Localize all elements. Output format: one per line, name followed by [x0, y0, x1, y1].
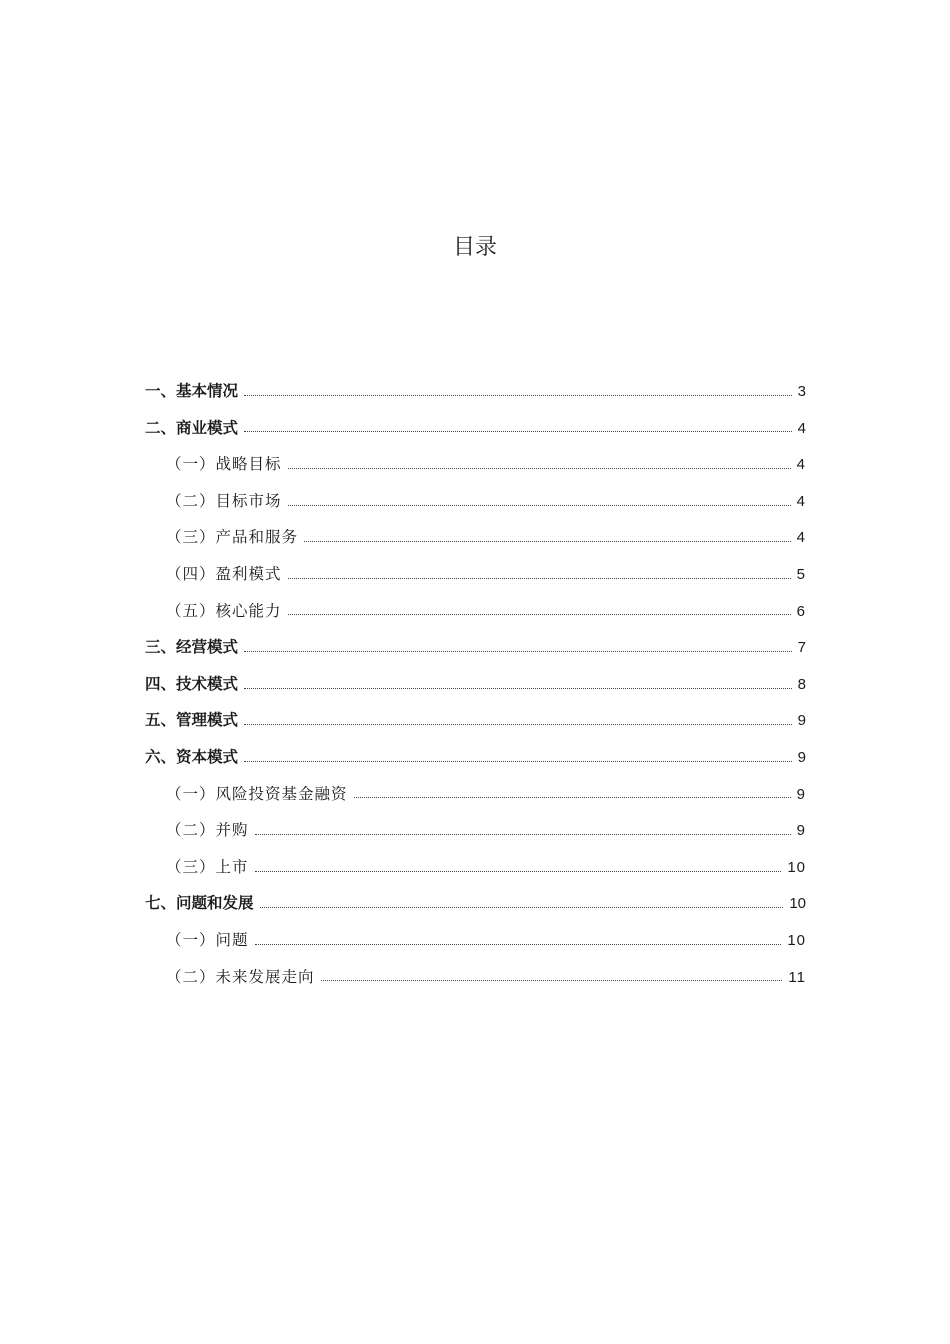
- toc-entry[interactable]: [145, 483, 806, 520]
- toc-leader-dots: [288, 614, 791, 615]
- toc-leader-dots: [244, 395, 792, 396]
- toc-page-number: 4: [796, 529, 806, 547]
- toc-page-number: 10: [789, 895, 806, 913]
- toc-entry[interactable]: [145, 849, 806, 886]
- toc-leader-dots: [304, 541, 791, 542]
- toc-leader-dots: [255, 871, 782, 872]
- toc-leader-dots: [288, 468, 791, 469]
- toc-entry-text: （二）并购: [166, 821, 249, 840]
- toc-leader-dots: [244, 688, 792, 689]
- toc-entry-text: （一）战略目标: [166, 455, 282, 474]
- toc-leader-dots: [244, 724, 792, 725]
- toc-entry[interactable]: [145, 922, 806, 959]
- toc-page-number: 5: [796, 565, 806, 583]
- toc-entry-text: 一、基本情况: [145, 382, 239, 400]
- toc-page-number: 9: [797, 712, 806, 730]
- toc-entry[interactable]: [145, 593, 806, 630]
- toc-entry-text: （四）盈利模式: [166, 564, 282, 583]
- toc-entry[interactable]: [145, 959, 806, 996]
- toc-entry-text: 七、问题和发展: [145, 894, 254, 913]
- toc-page-number: 3: [797, 383, 806, 400]
- toc-entry[interactable]: [145, 519, 806, 556]
- toc-entry[interactable]: [145, 629, 806, 666]
- toc-page-number: 9: [797, 748, 806, 766]
- toc-entry[interactable]: [145, 373, 806, 410]
- toc-leader-dots: [288, 578, 791, 579]
- toc-page-number: 9: [796, 822, 806, 840]
- toc-title: 目录: [452, 235, 497, 260]
- toc-leader-dots: [321, 980, 783, 981]
- toc-entry-text: （二）目标市场: [166, 491, 282, 510]
- toc-page-number: 4: [796, 456, 806, 474]
- toc-entry-text: 三、经营模式: [145, 638, 239, 657]
- toc-entry[interactable]: [145, 410, 806, 447]
- toc-entry-text: （三）上市: [166, 857, 249, 876]
- toc-page-number: 6: [796, 602, 806, 620]
- toc-leader-dots: [244, 761, 792, 762]
- toc-page-number: 4: [797, 419, 806, 437]
- toc-entry-text: 二、商业模式: [145, 418, 239, 437]
- toc-entry-text: 六、资本模式: [145, 747, 239, 766]
- toc-entry[interactable]: [145, 666, 806, 703]
- toc-page-number: 11: [788, 968, 806, 986]
- toc-entry[interactable]: [145, 776, 806, 813]
- toc-leader-dots: [288, 505, 791, 506]
- toc-page-number: 10: [787, 931, 806, 949]
- table-of-contents: [145, 373, 806, 995]
- toc-entry[interactable]: [145, 885, 806, 922]
- toc-page-number: 10: [787, 858, 806, 876]
- toc-entry-text: 五、管理模式: [145, 711, 239, 730]
- toc-entry-text: 四、技术模式: [145, 674, 239, 693]
- toc-leader-dots: [255, 834, 791, 835]
- toc-leader-dots: [244, 431, 792, 432]
- toc-entry[interactable]: [145, 702, 806, 739]
- toc-page-number: 9: [796, 785, 806, 803]
- toc-page-number: 7: [797, 639, 806, 657]
- toc-entry-text: （二）未来发展走向: [166, 967, 315, 986]
- toc-leader-dots: [255, 944, 782, 945]
- toc-entry-text: （五）核心能力: [166, 601, 282, 620]
- toc-entry[interactable]: [145, 812, 806, 849]
- toc-entry[interactable]: [145, 446, 806, 483]
- toc-entry-text: （三）产品和服务: [166, 528, 299, 547]
- toc-entry[interactable]: [145, 739, 806, 776]
- toc-entry[interactable]: [145, 556, 806, 593]
- toc-page-number: 4: [796, 492, 806, 510]
- toc-page-number: 8: [797, 675, 806, 693]
- toc-leader-dots: [260, 907, 784, 908]
- toc-entry-text: （一）风险投资基金融资: [166, 784, 348, 803]
- toc-leader-dots: [244, 651, 792, 652]
- toc-leader-dots: [354, 797, 791, 798]
- toc-entry-text: （一）问题: [166, 930, 249, 949]
